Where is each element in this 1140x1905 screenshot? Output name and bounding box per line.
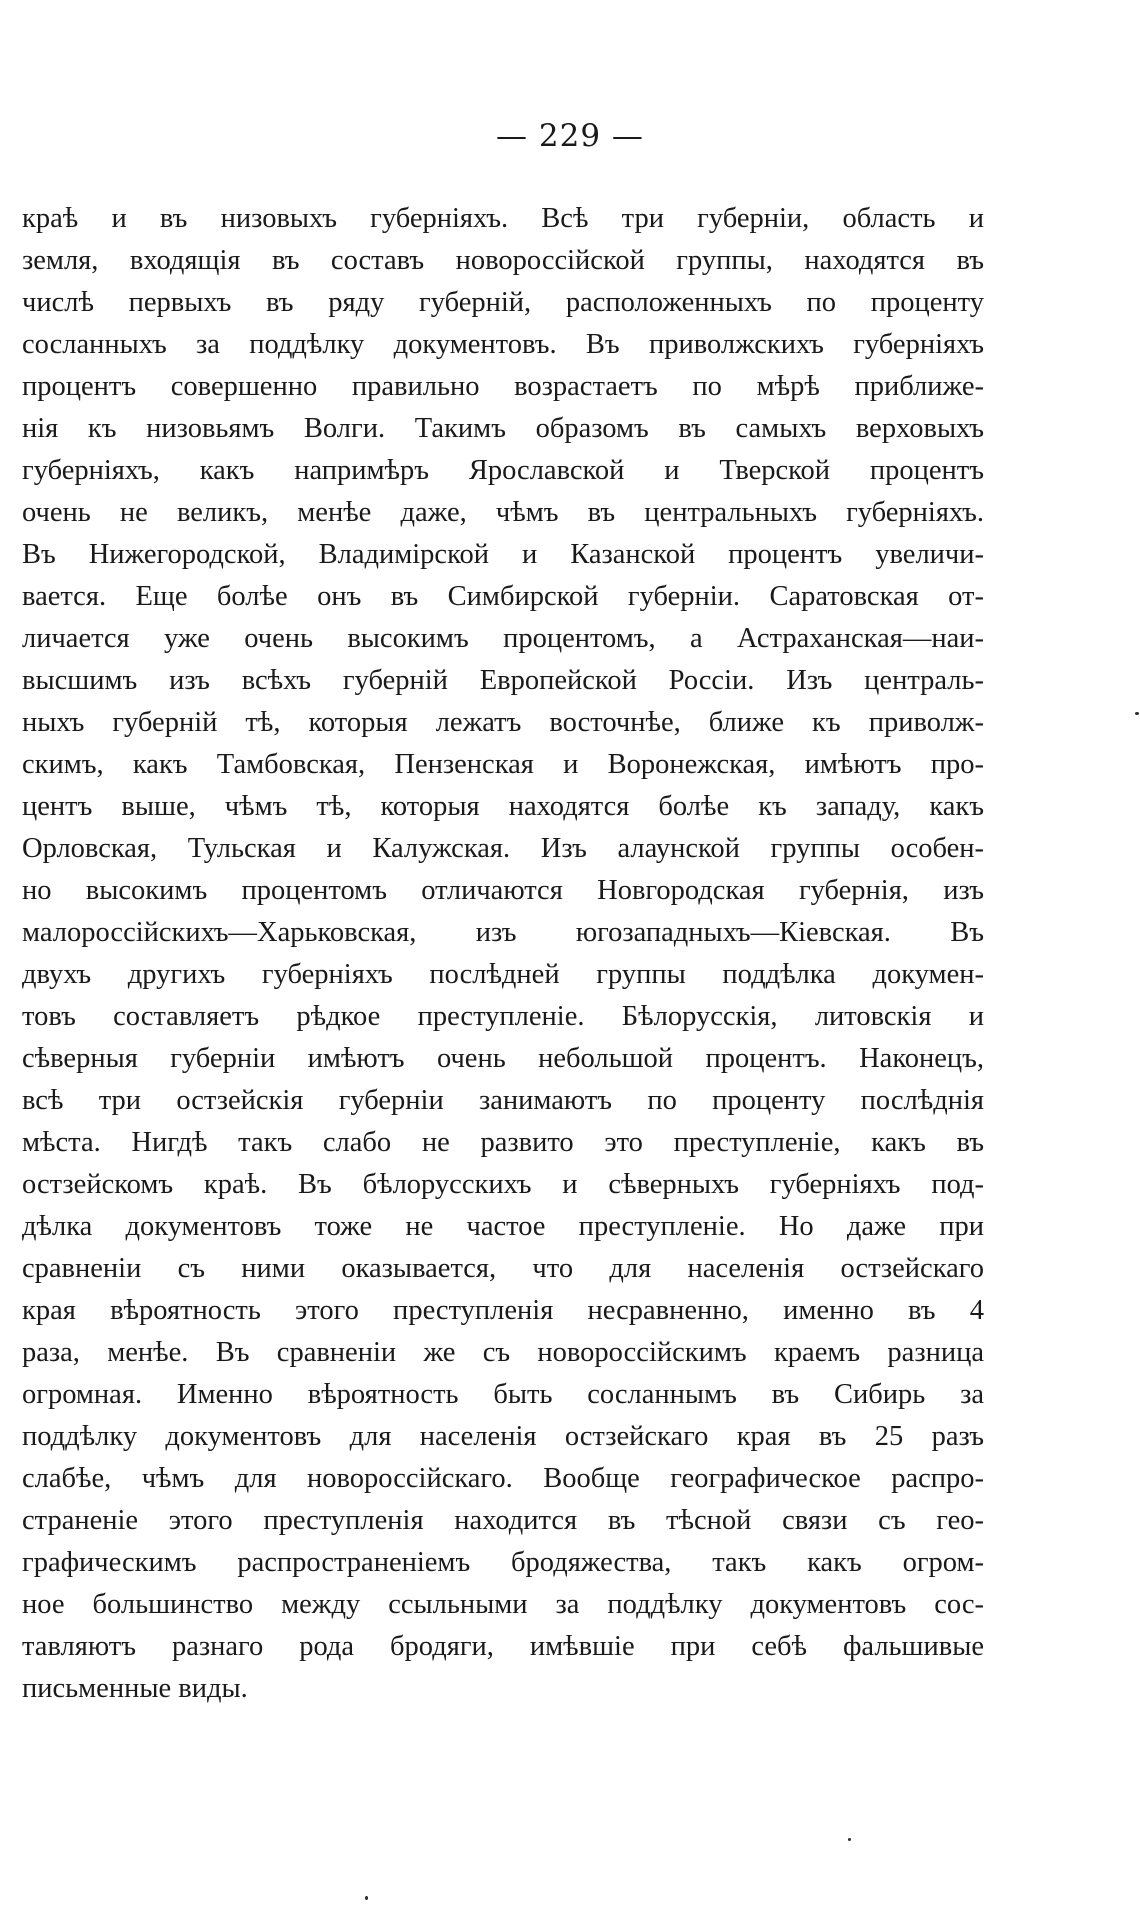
body-text bbox=[22, 198, 984, 1710]
text-line: всѣ три остзейскія губерніи занимаютъ по проценту послѣднія bbox=[22, 1085, 984, 1116]
text-line: края вѣроятность этого преступленія несравненно, именно въ 4 bbox=[22, 1295, 984, 1326]
text-line: сравненіи съ ними оказывается, что для населенія остзейскаго bbox=[22, 1253, 984, 1284]
text-line: товъ составляетъ рѣдкое преступленіе. Бѣлорусскія, литовскія и bbox=[22, 1001, 984, 1032]
text-line: огромная. Именно вѣроятность быть сосланнымъ въ Сибирь за bbox=[22, 1379, 984, 1410]
text-line: краѣ и въ низовыхъ губерніяхъ. Всѣ три губерніи, область и bbox=[22, 203, 984, 234]
text-line: Въ Нижегородской, Владимірской и Казанской процентъ увеличи- bbox=[22, 539, 984, 570]
text-line: мѣста. Нигдѣ такъ слабо не развито это преступленіе, какъ въ bbox=[22, 1127, 984, 1158]
text-line: остзейскомъ краѣ. Въ бѣлорусскихъ и сѣверныхъ губерніяхъ под- bbox=[22, 1169, 984, 1200]
text-line: сосланныхъ за поддѣлку документовъ. Въ приволжскихъ губерніяхъ bbox=[22, 329, 984, 360]
text-line: раза, менѣе. Въ сравненіи же съ новороссійскимъ краемъ разница bbox=[22, 1337, 984, 1368]
print-speck bbox=[1135, 712, 1139, 715]
text-line: тавляютъ разнаго рода бродяги, имѣвшіе при себѣ фальшивые bbox=[22, 1631, 984, 1662]
text-line: дѣлка документовъ тоже не частое преступленіе. Но даже при bbox=[22, 1211, 984, 1242]
text-line: Орловская, Тульская и Калужская. Изъ алаунской группы особен- bbox=[22, 833, 984, 864]
text-line: слабѣе, чѣмъ для новороссійскаго. Вообще географическое распро- bbox=[22, 1463, 984, 1494]
page-number: — 229 — bbox=[496, 118, 644, 154]
text-line: личается уже очень высокимъ процентомъ, а Астраханская—наи- bbox=[22, 623, 984, 654]
text-line: земля, входящія въ составъ новороссійской группы, находятся въ bbox=[22, 245, 984, 276]
text-line: ныхъ губерній тѣ, которыя лежатъ восточнѣе, ближе къ приволж- bbox=[22, 707, 984, 738]
text-line: высшимъ изъ всѣхъ губерній Европейской Россіи. Изъ централь- bbox=[22, 665, 984, 696]
text-line: числѣ первыхъ въ ряду губерній, расположенныхъ по проценту bbox=[22, 287, 984, 318]
text-line: но высокимъ процентомъ отличаются Новгородская губернія, изъ bbox=[22, 875, 984, 906]
text-line: нія къ низовьямъ Волги. Такимъ образомъ въ самыхъ верховыхъ bbox=[22, 413, 984, 444]
print-speck bbox=[365, 1896, 368, 1900]
text-line: страненіе этого преступленія находится въ тѣсной связи съ гео- bbox=[22, 1505, 984, 1536]
text-line: малороссійскихъ—Харьковская, изъ югозападныхъ—Кіевская. Въ bbox=[22, 917, 984, 948]
text-line: ное большинство между ссыльными за поддѣлку документовъ сос- bbox=[22, 1589, 984, 1620]
text-line: графическимъ распространеніемъ бродяжества, такъ какъ огром- bbox=[22, 1547, 984, 1578]
text-line: процентъ совершенно правильно возрастаетъ по мѣрѣ приближе- bbox=[22, 371, 984, 402]
text-line: очень не великъ, менѣе даже, чѣмъ въ центральныхъ губерніяхъ. bbox=[22, 497, 984, 528]
text-line: вается. Еще болѣе онъ въ Симбирской губерніи. Саратовская от- bbox=[22, 581, 984, 612]
print-speck bbox=[848, 1838, 851, 1841]
text-line: двухъ другихъ губерніяхъ послѣдней группы поддѣлка докумен- bbox=[22, 959, 984, 990]
text-line: центъ выше, чѣмъ тѣ, которыя находятся болѣе къ западу, какъ bbox=[22, 791, 984, 822]
text-line: поддѣлку документовъ для населенія остзейскаго края въ 25 разъ bbox=[22, 1421, 984, 1452]
text-line: скимъ, какъ Тамбовская, Пензенская и Воронежская, имѣютъ про- bbox=[22, 749, 984, 780]
text-line: губерніяхъ, какъ напримѣръ Ярославской и Тверской процентъ bbox=[22, 455, 984, 486]
text-line-last: письменные виды. bbox=[22, 1673, 248, 1704]
text-line: сѣверныя губерніи имѣютъ очень небольшой процентъ. Наконецъ, bbox=[22, 1043, 984, 1074]
